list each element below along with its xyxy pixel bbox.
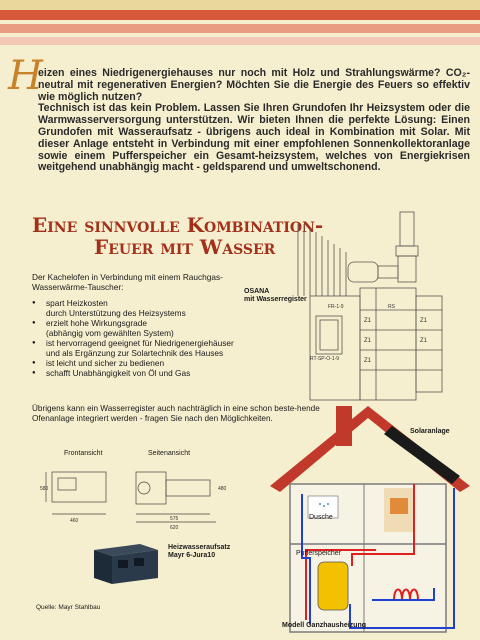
intro-text bbox=[38, 68, 470, 174]
benefit-list bbox=[32, 298, 254, 378]
intro-paragraph-1 bbox=[38, 68, 470, 103]
stove-tag-6: Z1 bbox=[364, 358, 372, 364]
buffer-tank-label: Pufferspeicher bbox=[296, 550, 342, 557]
list-item: ● ist hervorragend geeignet für Niedrigenergiehäuser und als Ergänzung zur Solartechnik des Hauses bbox=[32, 338, 254, 358]
source-credit: Quelle: Mayr Stahlbau bbox=[36, 604, 101, 611]
solar-label: Solaranlage bbox=[410, 428, 450, 435]
list-item: ● erzielt hohe Wirkungsgrade (abhängig vom gewählten System) bbox=[32, 318, 254, 338]
dim-front-width: 460 bbox=[70, 518, 79, 524]
bullet-lead: Der Kachelofen in Verbindung mit einem Rauchgas-Wasserwärme-Tauscher: bbox=[32, 272, 223, 292]
list-item: ● ist leicht und sicher zu bedienen bbox=[32, 358, 254, 368]
stove-name: OSANA bbox=[244, 288, 270, 295]
stove-tag-4: Z1 bbox=[364, 318, 372, 324]
block-label-1: Heizwasseraufsatz bbox=[168, 544, 231, 551]
header-stripe-pink bbox=[0, 37, 480, 45]
dim-side-total: 620 bbox=[170, 525, 179, 530]
stove-diagram bbox=[296, 210, 476, 410]
shower-label: Dusche bbox=[309, 514, 333, 521]
stove-tag-1: FR-1-9 bbox=[328, 304, 344, 310]
drop-cap: H bbox=[8, 53, 43, 99]
stove-sub: mit Wasserregister bbox=[244, 296, 307, 303]
stove-tag-2: RT-SP-O-1-9 bbox=[310, 356, 340, 362]
header-stripe-red bbox=[0, 10, 480, 20]
stove-tag-7: Z1 bbox=[420, 318, 428, 324]
dim-side-height: 480 bbox=[218, 486, 227, 492]
water-block-image bbox=[88, 538, 164, 588]
stove-tag-3: RS bbox=[388, 304, 395, 310]
stove-tag-5: Z1 bbox=[364, 338, 372, 344]
list-item: ● spart Heizkosten durch Unterstützung des Heizsystems bbox=[32, 298, 254, 318]
header-stripe-salmon bbox=[0, 24, 480, 33]
header-stripe-top bbox=[0, 0, 480, 10]
title-line-1: Eine sinnvolle Kombination- bbox=[32, 213, 324, 237]
technical-views bbox=[40, 458, 230, 530]
front-view-label: Frontansicht bbox=[64, 450, 103, 457]
block-label-2: Mayr 6-Jura10 bbox=[168, 552, 216, 559]
house-caption: Modell Ganzhausheizung bbox=[282, 622, 367, 629]
dim-front-height: 580 bbox=[40, 486, 49, 492]
water-block-label bbox=[168, 544, 230, 560]
list-item: ● schafft Unabhängigkeit von Öl und Gas bbox=[32, 368, 254, 378]
intro-first-rest: CO₂-neutral mit regenerativen Energien? Möchten Sie die Energie des Feuers so effektiv wie möglich nutzen? bbox=[38, 67, 470, 103]
title-line-2: Feuer mit Wasser bbox=[94, 235, 276, 259]
intro-paragraph-2: Technisch ist das kein Problem. Lassen Sie Ihren Grundofen Ihr Heizsystem oder die Warmwasserversorgung unterstützen. Wir bieten Ihnen die perfekte Lösung: Einen Grundofen mit Wasseraufsatz - übrigens auch ideal in Kombination mit Solar. Mit dieser Anlage entsteht in Verbindung mit einer empfohlenen Sonnenkollektoranlage sowie einem Pufferspeicher ein Gesamt-heizsystem, welches von Energiekrisen weitgehend unabhängig macht - geldsparend und umweltschonend. bbox=[38, 102, 470, 174]
intro-first-line: eizen eines Niedrigenergiehauses nur noch mit Holz und Strahlungswärme? bbox=[38, 67, 441, 79]
dim-side-depth: 575 bbox=[170, 516, 179, 522]
house-heating-diagram bbox=[264, 404, 476, 640]
side-view-label: Seitenansicht bbox=[148, 450, 191, 457]
retrofit-note: Übrigens kann ein Wasserregister auch nachträglich in eine schon beste-hende Ofenanlage integriert werden - fragen Sie nach den Möglichkeiten. bbox=[32, 404, 320, 423]
stove-tag-8: Z1 bbox=[420, 338, 428, 344]
